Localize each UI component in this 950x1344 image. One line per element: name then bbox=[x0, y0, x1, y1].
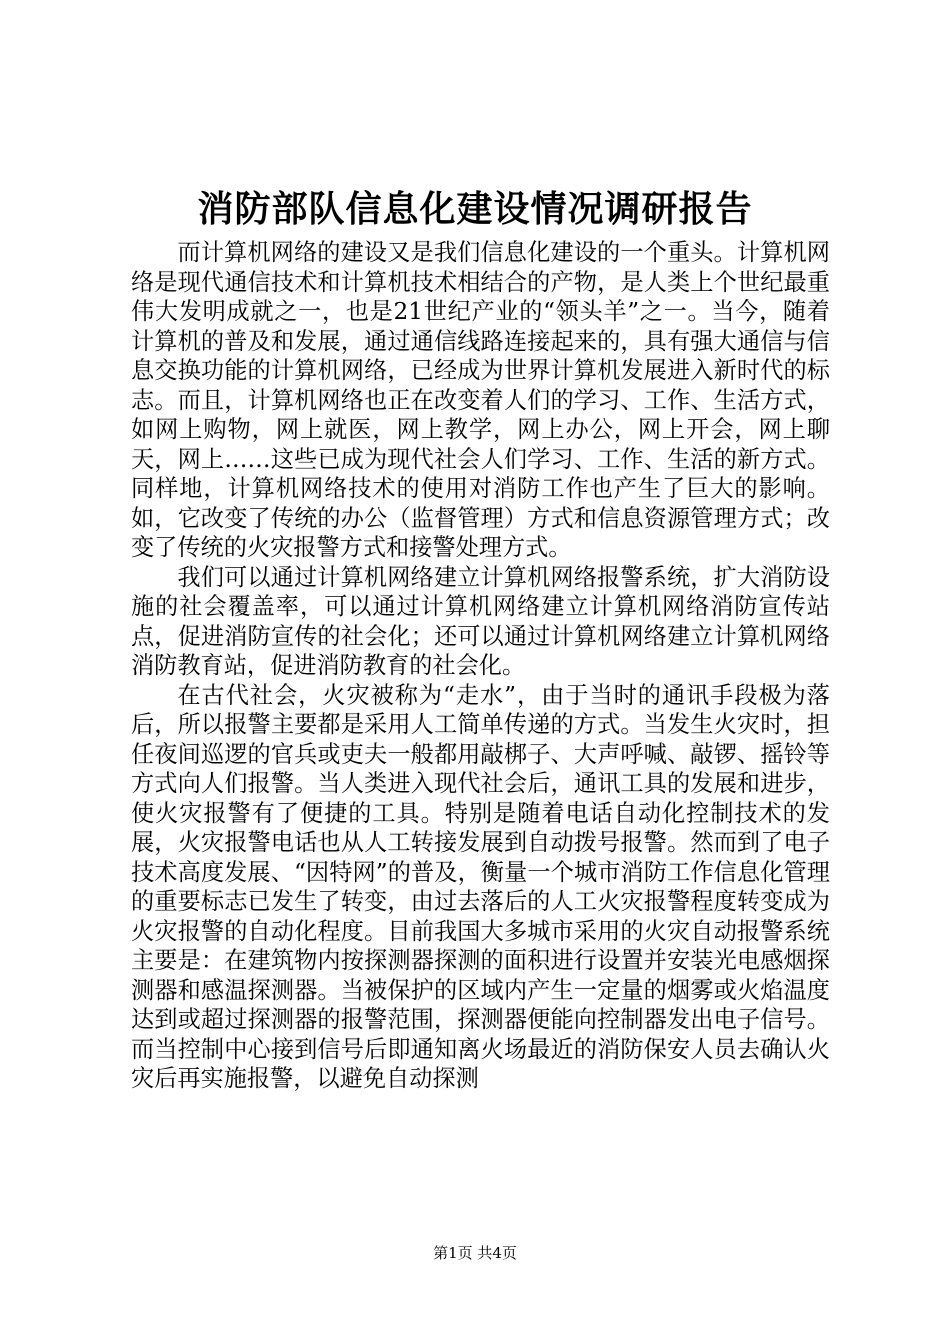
document-body bbox=[131, 238, 830, 1094]
document-title: 消防部队信息化建设情况调研报告 bbox=[197, 188, 753, 230]
paragraph-1: 而计算机网络的建设又是我们信息化建设的一个重头。计算机网络是现代通信技术和计算机技术相结合的产物，是人类上个世纪最重伟大发明成就之一，也是21世纪产业的“领头羊”之一。当今，随着计算机的普及和发展，通过通信线路连接起来的，具有强大通信与信息交换功能的计算机网络，已经成为世界计算机发展进入新时代的标志。而且，计算机网络也正在改变着人们的学习、工作、生活方式，如网上购物，网上就医，网上教学，网上办公，网上开会，网上聊天，网上……这些已成为现代社会人们学习、工作、生活的新方式。同样地，计算机网络技术的使用对消防工作也产生了巨大的影响。如，它改变了传统的办公（监督管理）方式和信息资源管理方式；改变了传统的火灾报警方式和接警处理方式。 bbox=[131, 239, 830, 561]
paragraph-2: 我们可以通过计算机网络建立计算机网络报警系统，扩大消防设施的社会覆盖率，可以通过计算机网络建立计算机网络消防宣传站点，促进消防宣传的社会化；还可以通过计算机网络建立计算机网络消防教育站，促进消防教育的社会化。 bbox=[131, 563, 830, 679]
page-number-footer: 第1页 共4页 bbox=[433, 1244, 517, 1262]
paragraph-3: 在古代社会，火灾被称为“走水”，由于当时的通讯手段极为落后，所以报警主要都是采用人工简单传递的方式。当发生火灾时，担任夜间巡逻的官兵或吏夫一般都用敲梆子、大声呼喊、敲锣、摇铃等方式向人们报警。当人类进入现代社会后，通讯工具的发展和进步，使火灾报警有了便捷的工具。特别是随着电话自动化控制技术的发展，火灾报警电话也从人工转接发展到自动拨号报警。然而到了电子技术高度发展、“因特网”的普及，衡量一个城市消防工作信息化管理的重要标志已发生了转变，由过去落后的人工火灾报警程度转变成为火灾报警的自动化程度。目前我国大多城市采用的火灾自动报警系统主要是：在建筑物内按探测器探测的面积进行设置并安装光电感烟探测器和感温探测器。当被保护的区域内产生一定量的烟雾或火焰温度达到或超过探测器的报警范围，探测器便能向控制器发出电子信号。而当控制中心接到信号后即通知离火场最近的消防保安人员去确认火灾后再实施报警，以避免自动探测 bbox=[131, 681, 830, 1092]
